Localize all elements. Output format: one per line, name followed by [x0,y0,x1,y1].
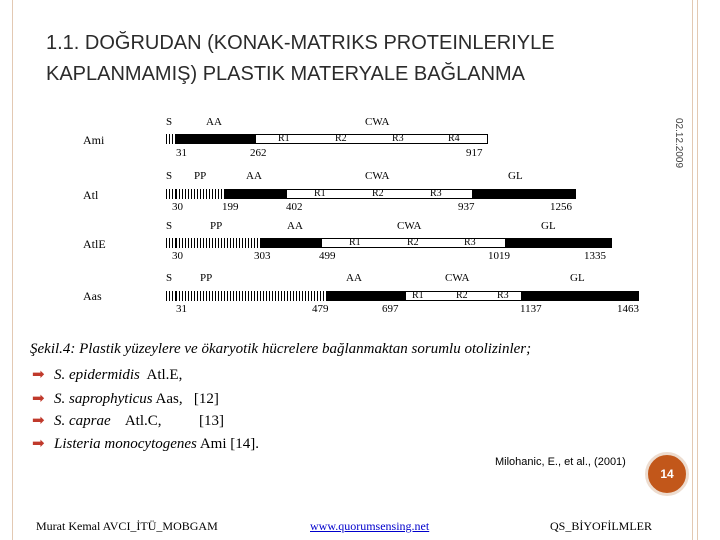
repeat-label: R2 [335,133,347,144]
species-name: S. epidermidis [54,367,140,383]
species-item [32,365,182,384]
repeat-label: R3 [430,188,442,199]
slide-title [46,28,666,90]
species-name: Listeria monocytogenes [54,436,197,452]
position-label: 1335 [584,250,606,262]
domain-label: AA [287,220,303,232]
repeat-label: R2 [407,237,419,248]
footer-topic: QS_BİYOFİLMLER [550,519,653,533]
footer-author: Murat Kemal AVCI_İTÜ_MOBGAM [36,519,218,533]
domain-label: S [166,272,173,284]
propeptide-segment [176,238,260,248]
position-label: 1463 [617,303,639,315]
signal-segment [166,291,176,301]
species-item [32,411,224,430]
left-border-line [12,0,13,540]
repeat-label: R1 [278,133,290,144]
title-line-2: KAPLANMAMIŞ) PLASTIK MATERYALE BAĞLANMA [46,63,526,85]
repeat-label: R2 [456,290,468,301]
right-border-line-2 [697,0,698,540]
domain-label: S [166,116,173,128]
position-label: 917 [466,147,483,159]
right-border-line [692,0,693,540]
position-label: 402 [286,201,303,213]
repeat-label: R3 [392,133,404,144]
domain-label: AA [206,116,222,128]
protein-label-ami: Ami [83,133,105,147]
repeat-label: R1 [349,237,361,248]
domain-label: PP [210,220,223,232]
domain-label: S [166,170,173,182]
position-label: 479 [312,303,329,315]
footer-link[interactable]: www.quorumsensing.net [310,519,430,533]
propeptide-segment [176,291,326,301]
domain-label: AA [346,272,362,284]
propeptide-segment [176,189,224,199]
repeat-label: R1 [412,290,424,301]
signal-segment [166,189,176,199]
position-label: 937 [458,201,475,213]
species-item [32,389,219,408]
domain-label: GL [508,170,523,182]
protein-label-aas: Aas [83,289,102,303]
position-label: 31 [176,147,187,159]
domain-label: GL [570,272,585,284]
signal-segment [166,238,176,248]
position-label: 1137 [520,303,542,315]
protein-label-atl: Atl [83,188,99,202]
arrow-right-icon: ➡ [32,367,45,383]
signal-segment [166,134,176,144]
domain-label: CWA [445,272,470,284]
protein-label-atle: AtlE [83,237,106,251]
position-label: 303 [254,250,271,262]
domain-label: GL [541,220,556,232]
figure-caption: Şekil.4: Plastik yüzeylere ve ökaryotik hücrelere bağlanmaktan sorumlu otolizinler; [30,341,532,357]
position-label: 30 [172,250,183,262]
domain-label: CWA [397,220,422,232]
species-detail: Atl.C, [13] [110,413,224,429]
position-label: 499 [319,250,336,262]
species-name: S. caprae [54,413,111,429]
title-line-1: 1.1. DOĞRUDAN (KONAK-MATRIKS PROTEINLERIYLE [46,32,555,54]
domain-label: AA [246,170,262,182]
page-number-badge: 14 [645,452,689,496]
species-name: S. saprophyticus [54,391,153,407]
position-label: 262 [250,147,267,159]
repeat-label: R1 [314,188,326,199]
position-label: 31 [176,303,187,315]
domain-label: PP [200,272,213,284]
species-detail: Atl.E, [139,367,183,383]
repeat-label: R3 [464,237,476,248]
arrow-right-icon: ➡ [32,436,45,452]
position-label: 1019 [488,250,510,262]
position-label: 30 [172,201,183,213]
position-label: 1256 [550,201,572,213]
repeat-label: R3 [497,290,509,301]
slide-date: 02.12.2009 [673,118,684,169]
repeat-label: R4 [448,133,460,144]
species-detail: Aas, [12] [152,391,219,407]
domain-label: CWA [365,116,390,128]
position-label: 697 [382,303,399,315]
domain-label: CWA [365,170,390,182]
arrow-right-icon: ➡ [32,391,45,407]
position-label: 199 [222,201,239,213]
domain-label: S [166,220,173,232]
reference-citation: Milohanic, E., et al., (2001) [495,456,626,468]
repeat-label: R2 [372,188,384,199]
species-detail: Ami [14]. [196,436,259,452]
species-item [32,434,259,453]
domain-label: PP [194,170,207,182]
arrow-right-icon: ➡ [32,413,45,429]
